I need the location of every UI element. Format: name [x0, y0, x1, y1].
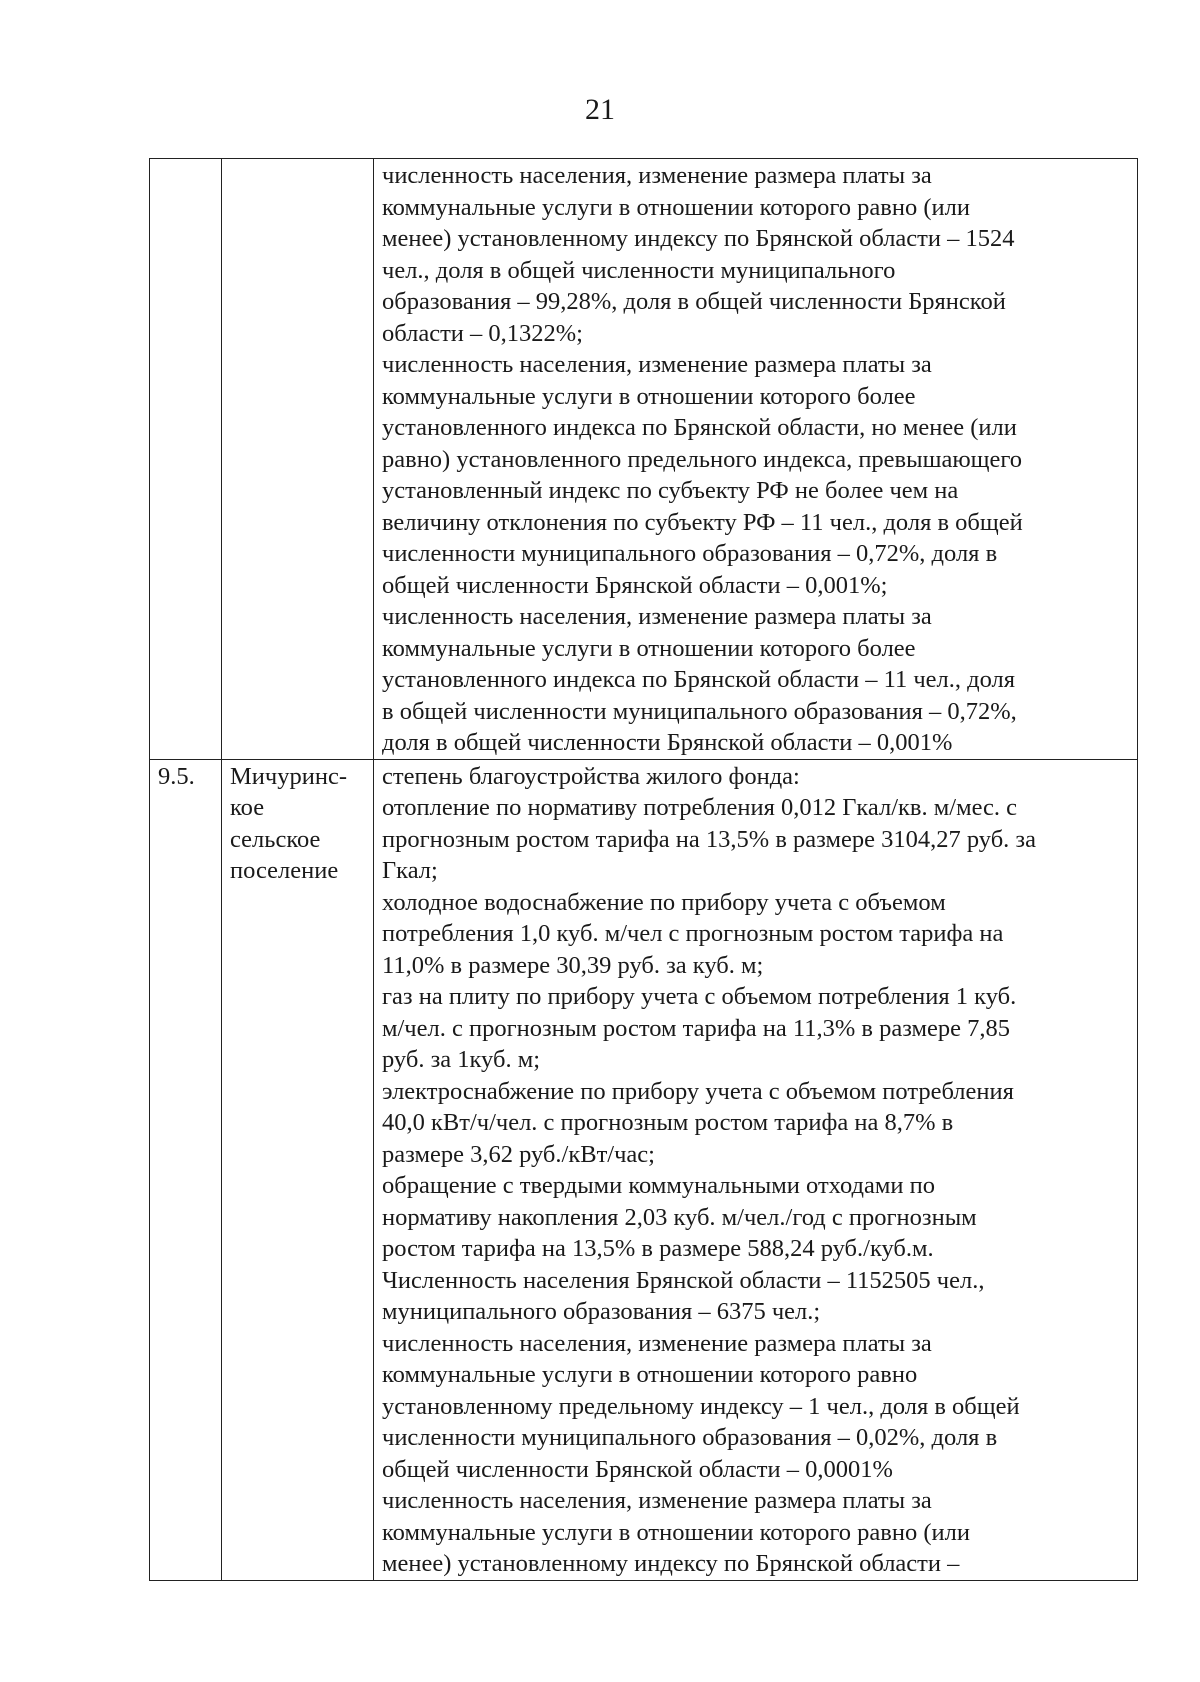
- description-paragraph: газ на плиту по прибору учета с объемом потребления 1 куб. м/чел. с прогнозным ростом тарифа на 11,3% в размере 7,85 руб. за 1куб. м;: [382, 983, 1017, 1073]
- row-number-cell: [150, 759, 222, 1580]
- description-paragraph: численность населения, изменение размера платы за коммунальные услуги в отношении которого равно установленному предельному индексу – 1 чел., доля в общей численности муниципального образования – 0,02%, доля в общей численности Брянской области – 0,0001%: [382, 1329, 1020, 1483]
- description-cell: [374, 159, 1138, 760]
- data-table: [149, 158, 1138, 1581]
- description-paragraph: отопление по нормативу потребления 0,012 Гкал/кв. м/мес. с прогнозным ростом тарифа на 13,5% в размере 3104,27 руб. за Гкал;: [382, 794, 1036, 884]
- row-number: 9.5.: [158, 762, 195, 790]
- municipality-cell: [222, 759, 374, 1580]
- description-paragraph: степень благоустройства жилого фонда:: [382, 762, 800, 790]
- description-paragraph: электроснабжение по прибору учета с объемом потребления 40,0 кВт/ч/чел. с прогнозным ростом тарифа на 8,7% в размере 3,62 руб./кВт/час;: [382, 1077, 1014, 1168]
- row-number-cell: [150, 159, 222, 760]
- municipality-name: Мичуринс- кое сельское поселение: [230, 762, 347, 884]
- page-number: 21: [585, 93, 615, 126]
- description-paragraph: обращение с твердыми коммунальными отходами по нормативу накопления 2,03 куб. м/чел./год с прогнозным ростом тарифа на 13,5% в размере 588,24 руб./куб.м.: [382, 1172, 977, 1262]
- table-row: [150, 759, 1138, 1580]
- description-paragraph: холодное водоснабжение по прибору учета с объемом потребления 1,0 куб. м/чел с прогнозным ростом тарифа на 11,0% в размере 30,39 руб. за куб. м;: [382, 888, 1004, 979]
- table-row: [150, 159, 1138, 760]
- description-paragraph: численность населения, изменение размера платы за коммунальные услуги в отношении которого равно (или менее) установленному индексу по Брянской области – 1524 чел., доля в общей численности муниципального образования – 99,28%, доля в общей численности Брянской области – 0,1322%;: [382, 162, 1015, 347]
- description-paragraph: Численность населения Брянской области – 1152505 чел., муниципального образования – 6375 чел.;: [382, 1266, 985, 1325]
- description-cell: [374, 759, 1138, 1580]
- description-paragraph: численность населения, изменение размера платы за коммунальные услуги в отношении которого более установленного индекса по Брянской области, но менее (или равно) установленного предельного индекса, превышающего установленный индекс по субъекту РФ не более чем на величину отклонения по субъекту РФ – 11 чел., доля в общей численности муниципального образования – 0,72%, доля в общей численности Брянской области – 0,001%;: [382, 351, 1023, 599]
- municipality-cell: [222, 159, 374, 760]
- description-paragraph: численность населения, изменение размера платы за коммунальные услуги в отношении которого равно (или менее) установленному индексу по Брянской области –: [382, 1487, 970, 1577]
- description-paragraph: численность населения, изменение размера платы за коммунальные услуги в отношении которого более установленного индекса по Брянской области – 11 чел., доля в общей численности муниципального образования – 0,72%, доля в общей численности Брянской области – 0,001%: [382, 603, 1017, 756]
